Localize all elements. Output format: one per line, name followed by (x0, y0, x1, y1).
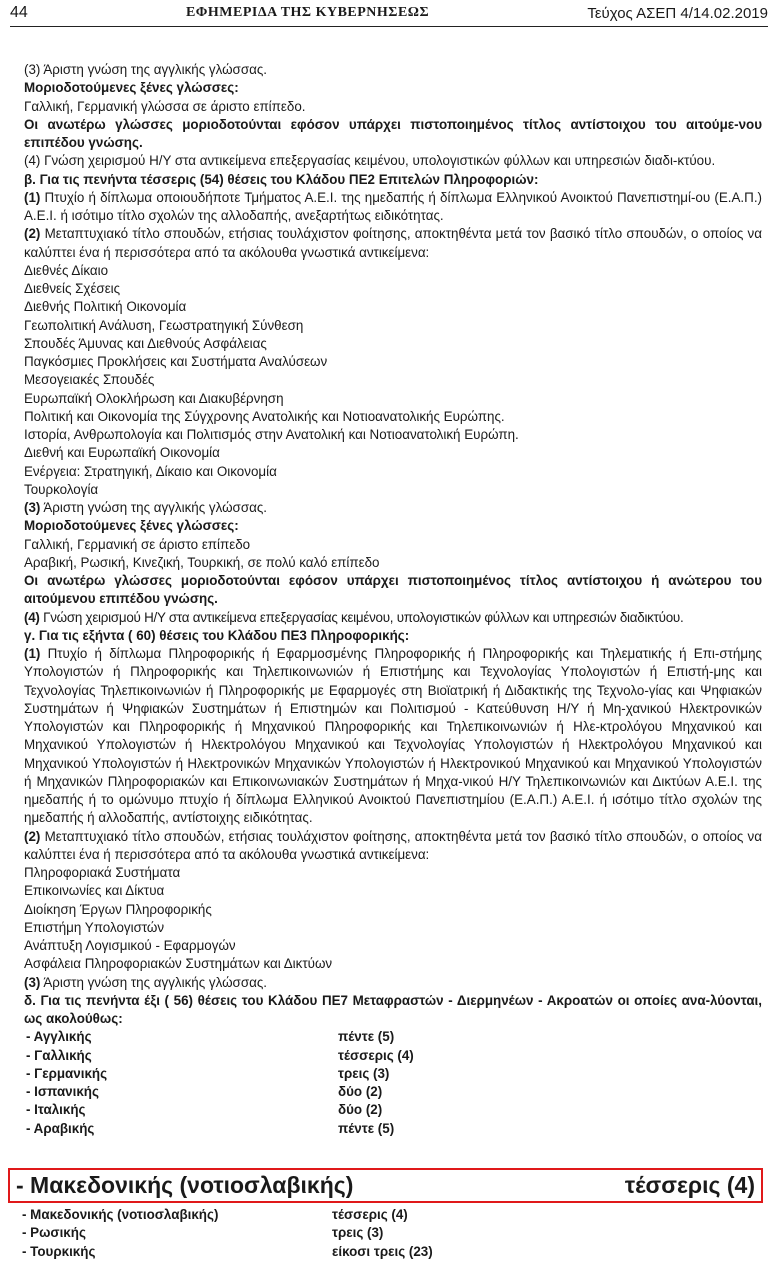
section-heading-beta: β. Για τις πενήντα τέσσερις (54) θέσεις του Κλάδου ΠΕ2 Επιτελών Πληροφοριών: (24, 171, 539, 187)
text-line (24, 609, 762, 627)
table-row (22, 1224, 762, 1242)
position-count: πέντε (5) (338, 1029, 395, 1045)
issue-label: Τεύχος ΑΣΕΠ 4/14.02.2019 (587, 4, 768, 22)
language-name: - Ιταλικής (26, 1102, 86, 1118)
item-number: (1) (24, 189, 41, 205)
text-line (24, 974, 762, 992)
language-table (24, 1028, 762, 1138)
list-item: Διεθνείς Σχέσεις (24, 281, 121, 296)
item-text: Πτυχίο ή δίπλωμα Πληροφορικής ή Εφαρμοσμένης Πληροφορικής ή Πληροφορικής και Τηλεματικής ή Επι-στήμης Υπολογιστών ή Πληροφορικής και Τηλεπικοινωνιών ή Επιστήμης και Τεχνολογίας Υπολογιστών ή Επιστή-μης και Τεχνολογίας Τηλεπικοινωνιών ή Πληροφορικής με Εφαρμογές στη Βιοϊατρική ή Διδακτικής της Τεχνολο-γίας και Ψηφιακών Συστημάτων ή Ψηφιακών Συστημάτων ή Επιστημών και Πολιτισμού - Κατεύθυνση Η/Υ ή Μη-χανικού Ηλεκτρονικών Υπολογιστών και Πληροφορικής ή Μηχανικού Πληροφορικής και Τηλεπικοινωνιών ή Ηλε-κτρολόγου Μηχανικού και Μηχανικού Υπολογιστών ή Ηλεκτρολόγου Μηχανικού και Τεχνολογίας Υπολογιστών ή Ηλεκτρολόγου Μηχανικού και Μηχανικού Υπολογιστών ή Ηλεκτρονικών Μηχανικών Υπολογιστών ή Ηλεκτρονικού Μηχανικού και Μηχανικού Υπολογιστών ή Μηχανικών Πληροφοριακών και Επικοινωνιακών Συστημάτων ή Μηχα-νικού Η/Υ Τηλεπικοινωνιών και Δικτύων Α.Ε.Ι. της ημεδαπής ή το ομώνυμο πτυχίο ή δίπλωμα Ελληνικού Ανοικτού Πανεπιστημίου (Ε.Α.Π.) Α.Ε.Ι. ή ισότιμο τίτλο σχολών της ημεδαπής ή αλλοδαπής, αντίστοιχης ειδικότητας. (24, 646, 762, 826)
list-item: Παγκόσμιες Προκλήσεις και Συστήματα Αναλύσεων (24, 354, 328, 369)
table-row (22, 1243, 762, 1261)
highlighted-row (8, 1168, 763, 1203)
position-count: πέντε (5) (338, 1120, 395, 1136)
table-row (24, 1083, 762, 1101)
list-item: Ενέργεια: Στρατηγική, Δίκαιο και Οικονομία (24, 463, 277, 479)
item-text: Γνώση χειρισμού Η/Υ στα αντικείμενα επεξεργασίας κειμένου, υπολογιστικών φύλλων και υπηρεσιών διαδικτύου. (39, 609, 684, 625)
position-count: δύο (2) (338, 1084, 383, 1099)
table-row (22, 1206, 762, 1224)
subject-list (24, 864, 762, 974)
position-count: τέσσερις (4) (338, 1047, 414, 1063)
text-line: Γαλλική, Γερμανική σε άριστο επίπεδο (24, 536, 251, 552)
list-item: Διεθνής Πολιτική Οικονομία (24, 299, 187, 315)
list-item: Επιστήμη Υπολογιστών (24, 919, 165, 935)
list-item: Γεωπολιτική Ανάλυση, Γεωστρατηγική Σύνθεση (24, 317, 304, 333)
page-header (10, 0, 768, 27)
paragraph: (4) Γνώση χειρισμού Η/Υ στα αντικείμενα επεξεργασίας κειμένου, υπολογιστικών φύλλων και υπηρεσιών διαδι-κτύου. (24, 153, 716, 169)
highlighted-language: - Μακεδονικής (νοτιοσλαβικής) (16, 1172, 354, 1198)
item-text: Άριστη γνώση της αγγλικής γλώσσας. (40, 974, 268, 990)
table-row (24, 1101, 762, 1119)
document-body (24, 61, 762, 1138)
list-item: Διεθνές Δίκαιο (24, 262, 109, 278)
language-name: - Μακεδονικής (νοτιοσλαβικής) (22, 1207, 219, 1222)
section-heading-delta: δ. Για τις πενήντα έξι ( 56) θέσεις του Κλάδου ΠΕ7 Μεταφραστών - Διερμηνέων - Ακροατών οι οποίες ανα-λύονται, ως ακολούθως: (24, 992, 762, 1026)
table-row (24, 1065, 762, 1083)
list-item: Πολιτική και Οικονομία της Σύγχρονης Ανατολικής και Νοτιοανατολικής Ευρώπης. (24, 408, 505, 424)
subject-list (24, 262, 762, 499)
item-number: (1) (24, 646, 41, 661)
position-count: δύο (2) (338, 1102, 383, 1118)
list-item: Διοίκηση Έργων Πληροφορικής (24, 901, 212, 917)
language-name: - Γαλλικής (26, 1047, 92, 1063)
item-text: Μεταπτυχιακό τίτλο σπουδών, ετήσιας τουλάχιστον φοίτησης, αποκτηθέντα μετά τον βασικό τίτλο σπουδών, ο οποίος να καλύπτει ένα ή περισσότερα από τα ακόλουθα γνωστικά αντικείμενα: (24, 226, 762, 260)
table-row (24, 1028, 762, 1046)
position-count: τέσσερις (4) (332, 1207, 408, 1222)
gazette-title: ΕΦΗΜΕΡΙΔΑ ΤΗΣ ΚΥΒΕΡΝΗΣΕΩΣ (185, 5, 430, 20)
item-text: Πτυχίο ή δίπλωμα οποιουδήποτε Τμήματος Α.Ε.Ι. της ημεδαπής ή δίπλωμα Ελληνικού Ανοικτού Πανεπιστημί-ου (Ε.Α.Π.) Α.Ε.Ι. ή ισότιμο τίτλο σχολών της αλλοδαπής, ανεξαρτήτως ειδικότητας. (24, 189, 762, 223)
paragraph (24, 645, 762, 828)
table-row (24, 1047, 762, 1065)
paragraph (24, 189, 762, 226)
item-number: (4) (24, 609, 40, 625)
list-item: Ευρωπαϊκή Ολοκλήρωση και Διακυβέρνηση (24, 390, 284, 406)
subheading: Μοριοδοτούμενες ξένες γλώσσες: (24, 80, 239, 96)
item-number: (2) (24, 828, 41, 844)
text-line: Αραβική, Ρωσική, Κινεζική, Τουρκική, σε πολύ καλό επίπεδο (24, 554, 380, 570)
language-name: - Γερμανικής (26, 1065, 108, 1081)
language-table-continued (22, 1206, 762, 1261)
language-name: - Ρωσικής (22, 1225, 86, 1241)
section-heading-gamma: γ. Για τις εξήντα ( 60) θέσεις του Κλάδου ΠΕ3 Πληροφορικής: (24, 627, 410, 643)
list-item: Ιστορία, Ανθρωπολογία και Πολιτισμός στην Ανατολική και Νοτιοανατολική Ευρώπη. (24, 427, 519, 442)
text-line: (3) Άριστη γνώση της αγγλικής γλώσσας. (24, 62, 267, 77)
page-number: 44 (10, 4, 28, 21)
list-item: Διεθνή και Ευρωπαϊκή Οικονομία (24, 445, 220, 461)
paragraph: Οι ανωτέρω γλώσσες μοριοδοτούνται εφόσον υπάρχει πιστοποιημένος τίτλος αντίστοιχου ή ανώτερου του αιτούμενου επιπέδου γνώσης. (24, 573, 762, 607)
table-row (24, 1120, 762, 1138)
paragraph (24, 225, 762, 262)
position-count: είκοσι τρεις (23) (332, 1243, 433, 1259)
list-item: Μεσογειακές Σπουδές (24, 372, 155, 388)
text-line (24, 499, 762, 517)
list-item: Σπουδές Άμυνας και Διεθνούς Ασφάλειας (24, 335, 267, 351)
list-item: Επικοινωνίες και Δίκτυα (24, 883, 165, 899)
item-number: (3) (24, 974, 41, 990)
position-count: τρεις (3) (332, 1225, 384, 1241)
list-item: Πληροφοριακά Συστήματα (24, 865, 181, 880)
list-item: Ασφάλεια Πληροφοριακών Συστημάτων και Δικτύων (24, 956, 333, 972)
language-name: - Ισπανικής (26, 1084, 99, 1099)
paragraph (24, 828, 762, 865)
item-text: Άριστη γνώση της αγγλικής γλώσσας. (40, 500, 268, 515)
paragraph: Οι ανωτέρω γλώσσες μοριοδοτούνται εφόσον υπάρχει πιστοποιημένος τίτλος αντίστοιχου του αιτούμε-νου επιπέδου γνώσης. (24, 116, 762, 150)
language-name: - Αραβικής (26, 1120, 95, 1136)
subheading: Μοριοδοτούμενες ξένες γλώσσες: (24, 518, 239, 534)
highlighted-count: τέσσερις (4) (624, 1172, 755, 1198)
item-text: Μεταπτυχιακό τίτλο σπουδών, ετήσιας τουλάχιστον φοίτησης, αποκτηθέντα μετά τον βασικό τίτλο σπουδών, ο οποίος να καλύπτει ένα ή περισσότερα από τα ακόλουθα γνωστικά αντικείμενα: (24, 828, 762, 862)
text-line: Γαλλική, Γερμανική γλώσσα σε άριστο επίπεδο. (24, 98, 306, 114)
position-count: τρεις (3) (338, 1065, 390, 1081)
item-number: (3) (24, 500, 41, 515)
list-item: Τουρκολογία (24, 481, 99, 497)
language-name: - Αγγλικής (26, 1029, 92, 1045)
language-name: - Τουρκικής (22, 1243, 96, 1259)
list-item: Ανάπτυξη Λογισμικού - Εφαρμογών (24, 938, 236, 953)
item-number: (2) (24, 226, 41, 242)
